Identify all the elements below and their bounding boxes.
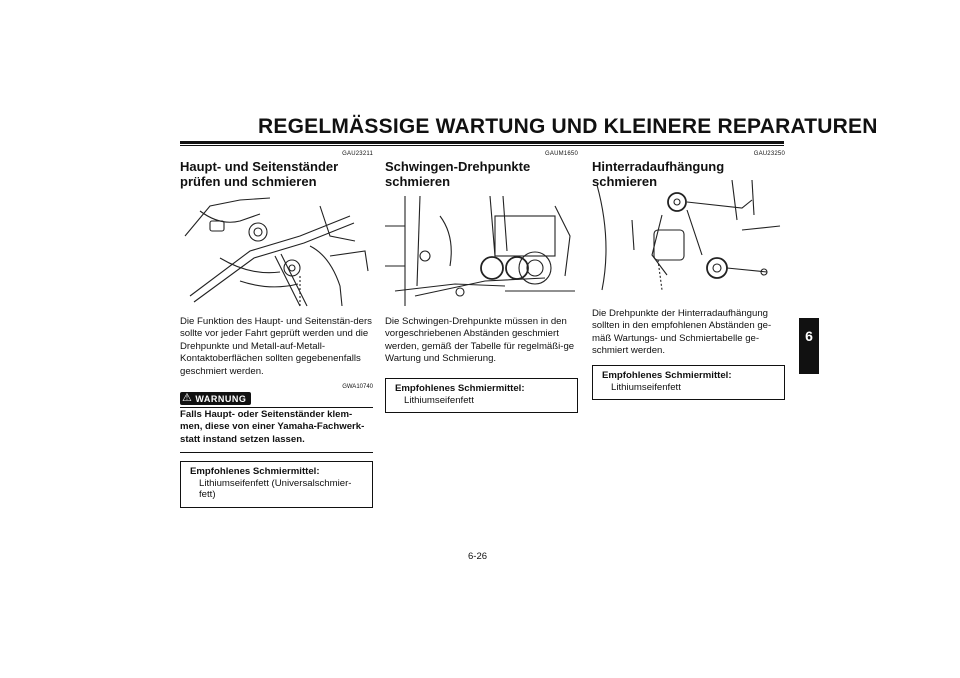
warning-label: [180, 392, 251, 405]
section-rear-suspension-lubrication: [592, 150, 785, 393]
section-code: GAU23211: [342, 151, 373, 157]
stand-illustration: [180, 196, 373, 308]
section-code: GAUM1650: [545, 151, 578, 157]
lubricant-title: Empfohlenes Schmiermittel:: [395, 383, 525, 394]
lubricant-value: Lithiumseifenfett: [404, 394, 474, 406]
warning-label-text: WARNUNG: [195, 393, 247, 404]
section-body: Die Funktion des Haupt- und Seitenstän-ders sollte vor jeder Fahrt geprüft werden und die Drehpunkte und Metall-auf-Metall-Kontaktoberflächen sollten gegebenenfalls geschmiert werden.: [180, 316, 372, 377]
page-title: REGELMÄSSIGE WARTUNG UND KLEINERE REPARATUREN: [258, 115, 878, 138]
page-number: 6-26: [468, 551, 488, 562]
warning-rule-bottom: [180, 452, 373, 453]
section-heading: Schwingen-Drehpunkte schmieren: [385, 159, 531, 189]
lubricant-title: Empfohlenes Schmiermittel:: [602, 370, 732, 381]
warning-code: GWA10740: [342, 384, 373, 390]
header-rule-thin: [180, 145, 784, 146]
section-heading: Haupt- und Seitenständer prüfen und schmieren: [180, 159, 339, 189]
chapter-tab[interactable]: 6: [799, 318, 819, 374]
section-code: GAU23250: [753, 151, 785, 157]
swingarm-illustration: [385, 196, 578, 308]
section-body: Die Schwingen-Drehpunkte müssen in den vorgeschriebenen Abständen geschmiert werden, gemäß der Tabelle für regelmäßi-ge Wartung und Schmierung.: [385, 316, 575, 365]
lubricant-value: Lithiumseifenfett: [611, 381, 681, 393]
lubricant-box: [180, 461, 373, 508]
section-body: Die Drehpunkte der Hinterradaufhängung sollten in den empfohlenen Abständen ge-mäß Wartungs- und Schmiertabelle ge-schmiert werden.: [592, 308, 772, 357]
warning-text: Falls Haupt- oder Seitenständer klem-men, diese von einer Yamaha-Fachwerk-statt instand setzen lassen.: [180, 409, 365, 445]
section-swingarm-lubrication: [385, 150, 578, 406]
section-heading: Hinterradaufhängung schmieren: [592, 159, 725, 189]
warning-rule-top: [180, 407, 373, 408]
lubricant-box: [592, 365, 785, 400]
section-stand-lubrication: [180, 150, 373, 500]
lubricant-title: Empfohlenes Schmiermittel:: [190, 466, 320, 477]
header-rule: [180, 141, 784, 144]
lubricant-value: Lithiumseifenfett (Universalschmier-fett): [199, 477, 352, 500]
lubricant-box: [385, 378, 578, 413]
warning-triangle-icon: ⚠: [182, 392, 193, 404]
rear-suspension-illustration: [592, 180, 785, 292]
